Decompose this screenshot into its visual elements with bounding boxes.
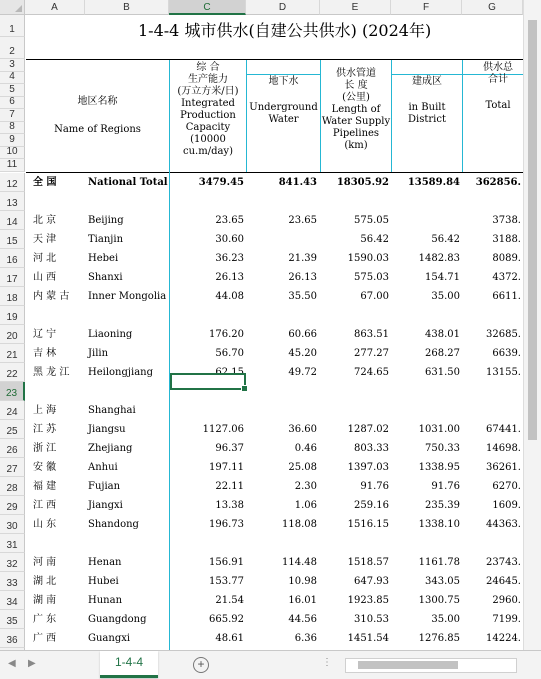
built-cell: 154.71 — [425, 272, 460, 283]
row-header-13[interactable]: 13 — [0, 192, 25, 211]
row-header-15[interactable]: 15 — [0, 230, 25, 249]
row-header-2[interactable]: 2 — [0, 37, 25, 59]
header-region-en: Name of Regions — [54, 124, 141, 135]
header-built — [392, 76, 462, 126]
capacity-cell: 26.13 — [215, 272, 244, 283]
region-en-cell: Heilongjiang — [88, 367, 153, 378]
column-header-d[interactable]: D — [246, 0, 320, 15]
row-header-16[interactable]: 16 — [0, 249, 25, 268]
capacity-cell: 13.38 — [215, 500, 244, 511]
row-header-11[interactable]: 11 — [0, 159, 25, 172]
row-header-25[interactable]: 25 — [0, 420, 25, 439]
built-cell: 91.76 — [431, 481, 460, 492]
region-en-cell: Guangxi — [88, 633, 131, 644]
header-pipe — [321, 68, 391, 152]
horizontal-scrollbar[interactable] — [345, 658, 517, 673]
pipe-cell: 259.16 — [354, 500, 389, 511]
row-header-36[interactable]: 36 — [0, 629, 25, 648]
total-cell: 23743. — [486, 557, 521, 568]
capacity-cell: 22.11 — [215, 481, 244, 492]
sheet-tab-bar — [0, 650, 541, 679]
capacity-cell: 56.70 — [215, 348, 244, 359]
pipe-cell: 575.05 — [354, 215, 389, 226]
capacity-cell: 156.91 — [209, 557, 244, 568]
region-en-cell: Beijing — [88, 215, 124, 226]
region-cn-cell: 天 津 — [33, 234, 57, 245]
built-cell: 631.50 — [425, 367, 460, 378]
region-cn-cell: 山 西 — [33, 272, 57, 283]
row-header-17[interactable]: 17 — [0, 268, 25, 287]
capacity-cell: 44.08 — [215, 291, 244, 302]
total-cell: 2960. — [492, 595, 521, 606]
row-header-12[interactable]: 12 — [0, 173, 25, 192]
ground-cell: 26.13 — [288, 272, 317, 283]
region-en-cell: Jilin — [88, 348, 109, 359]
row-header-8[interactable]: 8 — [0, 122, 25, 135]
horizontal-scroll-thumb[interactable] — [358, 661, 458, 669]
row-header-31[interactable]: 31 — [0, 534, 25, 553]
row-header-28[interactable]: 28 — [0, 477, 25, 496]
header-built-cn: 建成区 — [412, 76, 442, 87]
built-cell: 1161.78 — [418, 557, 460, 568]
row-header-3[interactable]: 3 — [0, 59, 25, 72]
region-en-cell: Shanghai — [88, 405, 136, 416]
built-cell: 235.39 — [425, 500, 460, 511]
header-region-cn: 地区名称 — [77, 96, 118, 107]
pipe-cell: 724.65 — [354, 367, 389, 378]
total-cell: 36261. — [486, 462, 521, 473]
ground-cell: 118.08 — [282, 519, 317, 530]
row-header-34[interactable]: 34 — [0, 591, 25, 610]
capacity-cell: 196.73 — [209, 519, 244, 530]
built-cell: 438.01 — [425, 329, 460, 340]
region-en-cell: National Total — [88, 177, 168, 188]
built-cell: 1276.85 — [418, 633, 460, 644]
total-cell: 4372. — [492, 272, 521, 283]
region-cn-cell: 山 东 — [33, 519, 57, 530]
sheet-title: 1-4-4 城市供水(自建公共供水) (2024年) — [138, 21, 432, 40]
capacity-cell: 48.61 — [215, 633, 244, 644]
row-header-10[interactable]: 10 — [0, 147, 25, 160]
ground-cell: 60.66 — [288, 329, 317, 340]
pipe-cell: 647.93 — [354, 576, 389, 587]
built-cell: 1300.75 — [418, 595, 460, 606]
region-en-cell: Fujian — [88, 481, 121, 492]
total-cell: 32685. — [486, 329, 521, 340]
region-cn-cell: 湖 北 — [33, 576, 57, 587]
pipe-cell: 1516.15 — [347, 519, 389, 530]
header-ground-en: Underground Water — [249, 102, 318, 125]
region-cn-cell: 浙 江 — [33, 443, 57, 454]
total-cell: 8089. — [492, 253, 521, 264]
built-cell: 35.00 — [431, 614, 460, 625]
region-cn-cell: 辽 宁 — [33, 329, 57, 340]
header-capacity-cn: 综 合 生产能力 (万立方米/日) — [177, 62, 239, 97]
active-cell-c23[interactable] — [170, 373, 246, 390]
pipe-cell: 1451.54 — [347, 633, 389, 644]
column-header-c[interactable]: C — [169, 0, 246, 15]
row-header-23[interactable]: 23 — [0, 382, 25, 401]
capacity-cell: 30.60 — [215, 234, 244, 245]
pipe-cell: 1923.85 — [347, 595, 389, 606]
total-cell: 6611. — [492, 291, 521, 302]
region-cn-cell: 安 徽 — [33, 462, 57, 473]
ground-cell: 49.72 — [288, 367, 317, 378]
row-header-35[interactable]: 35 — [0, 610, 25, 629]
capacity-cell: 36.23 — [215, 253, 244, 264]
pipe-cell: 310.53 — [354, 614, 389, 625]
prev-sheet-icon[interactable]: ◀ — [8, 658, 16, 669]
total-cell: 362856. — [475, 177, 521, 188]
total-cell: 3738. — [492, 215, 521, 226]
pipe-cell: 1518.57 — [347, 557, 389, 568]
header-built-en: in Built District — [408, 102, 446, 125]
built-cell: 343.05 — [425, 576, 460, 587]
region-en-cell: Guangdong — [88, 614, 147, 625]
pipe-cell: 67.00 — [360, 291, 389, 302]
ground-cell: 45.20 — [288, 348, 317, 359]
ground-cell: 10.98 — [288, 576, 317, 587]
row-header-6[interactable]: 6 — [0, 97, 25, 110]
total-cell: 14698. — [486, 443, 521, 454]
column-header-g[interactable]: G — [462, 0, 523, 15]
ground-cell: 23.65 — [288, 215, 317, 226]
region-cn-cell: 广 西 — [33, 633, 57, 644]
select-all-corner[interactable] — [0, 0, 25, 15]
region-cn-cell: 河 北 — [33, 253, 57, 264]
ground-cell: 25.08 — [288, 462, 317, 473]
column-header-e[interactable]: E — [320, 0, 391, 15]
total-cell: 6270. — [492, 481, 521, 492]
region-cn-cell: 内 蒙 古 — [33, 291, 70, 302]
header-total-cn: 供水总 合计 — [483, 62, 513, 85]
pipe-cell: 18305.92 — [336, 177, 389, 188]
ground-cell: 21.39 — [288, 253, 317, 264]
capacity-cell: 21.54 — [215, 595, 244, 606]
header-ground — [247, 76, 320, 126]
built-cell: 1031.00 — [418, 424, 460, 435]
sheet-tab-1-4-4[interactable]: 1-4-4 — [100, 651, 158, 678]
vertical-scroll-thumb[interactable] — [528, 20, 537, 440]
pipe-cell: 1397.03 — [347, 462, 389, 473]
built-cell: 1338.95 — [418, 462, 460, 473]
built-cell: 268.27 — [425, 348, 460, 359]
region-cn-cell: 江 西 — [33, 500, 57, 511]
region-en-cell: Jiangxi — [88, 500, 123, 511]
header-pipe-cn: 供水管道 长 度 (公里) — [336, 68, 376, 103]
region-en-cell: Hebei — [88, 253, 119, 264]
capacity-cell: 153.77 — [209, 576, 244, 587]
header-capacity — [170, 62, 246, 158]
ground-cell: 44.56 — [288, 614, 317, 625]
region-en-cell: Hunan — [88, 595, 123, 606]
ground-cell: 2.30 — [294, 481, 317, 492]
pipe-cell: 91.76 — [360, 481, 389, 492]
ground-cell: 36.60 — [288, 424, 317, 435]
divider-d2 — [246, 74, 320, 75]
row-header-27[interactable]: 27 — [0, 458, 25, 477]
ground-cell: 16.01 — [288, 595, 317, 606]
header-ground-cn: 地下水 — [268, 76, 299, 87]
built-cell: 13589.84 — [407, 177, 460, 188]
region-en-cell: Inner Mongolia — [88, 291, 167, 302]
region-en-cell: Anhui — [88, 462, 118, 473]
built-cell: 35.00 — [431, 291, 460, 302]
divider-f2 — [391, 74, 462, 75]
pipe-cell: 1287.02 — [347, 424, 389, 435]
add-sheet-icon[interactable]: + — [193, 657, 209, 673]
row-header-32[interactable]: 32 — [0, 553, 25, 572]
region-en-cell: Hubei — [88, 576, 119, 587]
total-cell: 14224. — [486, 633, 521, 644]
built-cell: 1482.83 — [418, 253, 460, 264]
row-header-9[interactable]: 9 — [0, 134, 25, 147]
row-header-29[interactable]: 29 — [0, 496, 25, 515]
pipe-cell: 803.33 — [354, 443, 389, 454]
total-cell: 1609. — [492, 500, 521, 511]
total-cell: 6639. — [492, 348, 521, 359]
capacity-cell: 96.37 — [215, 443, 244, 454]
pipe-cell: 1590.03 — [347, 253, 389, 264]
row-header-26[interactable]: 26 — [0, 439, 25, 458]
total-cell: 67441. — [486, 424, 521, 435]
built-cell: 56.42 — [431, 234, 460, 245]
row-header-1[interactable]: 1 — [0, 15, 25, 37]
tab-split-icon[interactable]: ⋮ — [322, 657, 332, 668]
region-cn-cell: 广 东 — [33, 614, 57, 625]
built-cell: 1338.10 — [418, 519, 460, 530]
capacity-cell: 197.11 — [209, 462, 244, 473]
total-cell: 24645. — [486, 576, 521, 587]
row-header-7[interactable]: 7 — [0, 109, 25, 122]
region-en-cell: Shandong — [88, 519, 139, 530]
region-cn-cell: 北 京 — [33, 215, 57, 226]
capacity-cell: 3479.45 — [198, 177, 244, 188]
ground-cell: 114.48 — [282, 557, 317, 568]
row-header-14[interactable]: 14 — [0, 211, 25, 230]
row-header-5[interactable]: 5 — [0, 84, 25, 97]
capacity-cell: 665.92 — [209, 614, 244, 625]
row-header-24[interactable]: 24 — [0, 401, 25, 420]
header-pipe-en: Length of Water Supply Pipelines (km) — [321, 104, 391, 151]
pipe-cell: 575.03 — [354, 272, 389, 283]
region-en-cell: Liaoning — [88, 329, 133, 340]
header-top-rule — [26, 59, 523, 60]
region-cn-cell: 黑 龙 江 — [33, 367, 70, 378]
region-en-cell: Tianjin — [88, 234, 124, 245]
total-cell: 3188. — [492, 234, 521, 245]
region-en-cell: Zhejiang — [88, 443, 133, 454]
header-total-en: Total — [485, 100, 511, 111]
region-cn-cell: 江 苏 — [33, 424, 57, 435]
column-header-a[interactable]: A — [25, 0, 85, 15]
capacity-cell: 23.65 — [215, 215, 244, 226]
region-en-cell: Shanxi — [88, 272, 123, 283]
ground-cell: 6.36 — [294, 633, 317, 644]
row-header-21[interactable]: 21 — [0, 344, 25, 363]
row-header-33[interactable]: 33 — [0, 572, 25, 591]
total-cell: 44363. — [486, 519, 521, 530]
region-cn-cell: 吉 林 — [33, 348, 57, 359]
row-header-22[interactable]: 22 — [0, 363, 25, 382]
region-cn-cell: 全 国 — [33, 177, 57, 188]
column-header-f[interactable]: F — [391, 0, 462, 15]
vertical-scrollbar[interactable] — [523, 0, 541, 650]
region-en-cell: Henan — [88, 557, 122, 568]
region-cn-cell: 福 建 — [33, 481, 57, 492]
header-capacity-en: Integrated Production Capacity (10000 cu.m/day) — [180, 98, 236, 157]
capacity-cell: 1127.06 — [202, 424, 244, 435]
capacity-cell: 62.15 — [215, 367, 244, 378]
column-header-b[interactable]: B — [85, 0, 169, 15]
row-header-30[interactable]: 30 — [0, 515, 25, 534]
region-cn-cell: 河 南 — [33, 557, 57, 568]
region-en-cell: Jiangsu — [88, 424, 126, 435]
row-header-19[interactable]: 19 — [0, 306, 25, 325]
capacity-cell: 176.20 — [209, 329, 244, 340]
region-cn-cell: 上 海 — [33, 405, 57, 416]
pipe-cell: 277.27 — [354, 348, 389, 359]
ground-cell: 35.50 — [288, 291, 317, 302]
ground-cell: 1.06 — [294, 500, 317, 511]
pipe-cell: 56.42 — [360, 234, 389, 245]
built-cell: 750.33 — [425, 443, 460, 454]
row-header-20[interactable]: 20 — [0, 325, 25, 344]
total-cell: 7199. — [492, 614, 521, 625]
pipe-cell: 863.51 — [354, 329, 389, 340]
ground-cell: 841.43 — [278, 177, 317, 188]
row-header-4[interactable]: 4 — [0, 72, 25, 85]
row-header-18[interactable]: 18 — [0, 287, 25, 306]
total-cell: 13155. — [486, 367, 521, 378]
ground-cell: 0.46 — [294, 443, 317, 454]
region-cn-cell: 湖 南 — [33, 595, 57, 606]
next-sheet-icon[interactable]: ▶ — [28, 658, 36, 669]
